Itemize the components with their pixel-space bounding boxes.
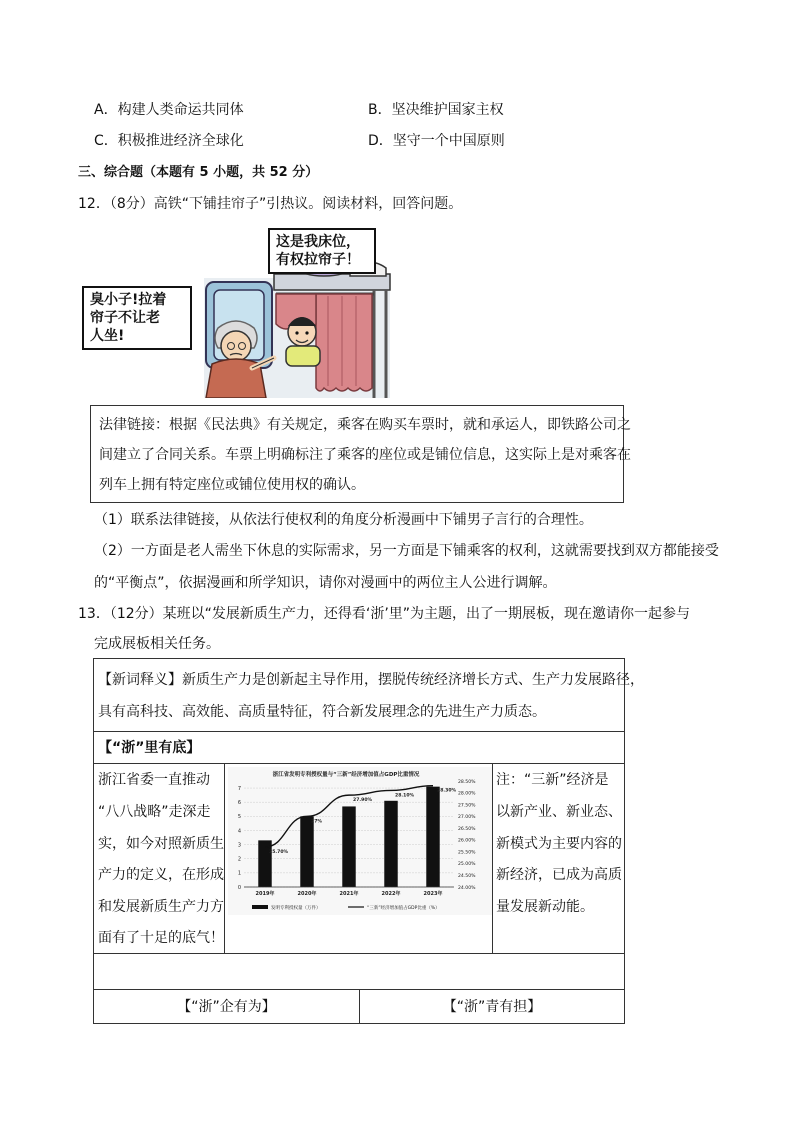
legend-bar-label: 发明专利授权量（万件） [271, 906, 321, 911]
q12-sub2-line2: 的“平衡点”，依据漫画和所学知识，请你对漫画中的两位主人公进行调解。 [94, 575, 557, 591]
right-tick-label: 24.50% [458, 874, 476, 880]
right-tick-label: 25.00% [458, 862, 476, 868]
q11-option-a: A．构建人类命运共同体 [94, 102, 244, 118]
right-tick-label: 26.50% [458, 826, 476, 832]
man-speech-line2: 有权拉帘子！ [276, 252, 360, 268]
right-text-line: 以新产业、新业态、 [496, 804, 622, 820]
left-tick-label: 0 [237, 884, 241, 891]
gdp-share-label: 28.10% [395, 793, 415, 799]
left-text-line: 面有了十足的底气！ [98, 930, 224, 946]
left-text-line: 和发展新质生产力方 [98, 899, 224, 915]
lady-speech-line3: 人坐! [90, 328, 125, 344]
legend-line-label: “三新”经济增加值占GDP比重（%） [367, 906, 440, 911]
man-speech-bubble [268, 228, 376, 274]
q11-option-d: D．坚守一个中国原则 [368, 133, 505, 149]
q13-stem-line1: 13．（12分）某班以“发展新质生产力，还得看‘浙’里”为主题，出了一期展板，现在邀请你一起参与 [78, 606, 691, 622]
left-text-line: 产力的定义，在形成 [98, 867, 224, 883]
right-text-line: 新经济，已成为高质 [496, 867, 622, 883]
right-tick-label: 26.00% [458, 838, 476, 844]
left-tick-label: 3 [237, 842, 241, 849]
q11-option-b: B．坚决维护国家主权 [368, 102, 504, 118]
right-text-line: 量发展新动能。 [496, 899, 594, 915]
gdp-share-label: 27.90% [353, 798, 373, 804]
gdp-share-label: 25.70% [269, 849, 289, 855]
law-link-line1: 法律链接：根据《民法典》有关规定，乘客在购买车票时，就和承运人，即铁路公司之 [99, 417, 631, 433]
law-link-line3: 列车上拥有特定座位或铺位使用权的确认。 [99, 477, 365, 493]
left-tick-label: 6 [237, 800, 241, 806]
q12-sub1: （1）联系法律链接，从依法行使权利的角度分析漫画中下铺男子言行的合理性。 [94, 512, 593, 528]
right-text-line: 新模式为主要内容的 [496, 836, 622, 852]
left-text-line: “八八战略”走深走 [98, 804, 211, 820]
definition-line2: 具有高科技、高效能、高质量特征，符合新发展理念的先进生产力质态。 [98, 704, 546, 720]
section-zhe-foundation: 【“浙”里有底】 [98, 740, 201, 756]
patent-gdp-chart [228, 767, 492, 915]
right-tick-label: 27.50% [458, 803, 476, 809]
left-tick-label: 1 [237, 870, 241, 877]
right-text-line: 注：“三新”经济是 [496, 772, 609, 788]
left-tick-label: 7 [237, 785, 241, 792]
x-tick-label: 2022年 [381, 891, 401, 897]
law-link-box [90, 405, 631, 503]
patent-bar [426, 787, 439, 887]
chart-title: 浙江省发明专利授权量与“三新”经济增加值占GDP比重情况 [272, 772, 420, 778]
patent-bar [342, 806, 355, 887]
zhe-enterprise-cell: 【“浙”企有为】 [94, 989, 360, 1024]
q12-stem: 12．（8分）高铁“下铺挂帘子”引热议。阅读材料，回答问题。 [78, 196, 463, 212]
x-tick-label: 2020年 [297, 891, 317, 897]
right-tick-label: 27.00% [458, 815, 476, 821]
right-tick-label: 25.50% [458, 850, 476, 856]
lady-speech-bubble [82, 286, 192, 350]
left-tick-label: 5 [237, 814, 241, 821]
gdp-share-label: 28.30% [437, 788, 457, 794]
x-tick-label: 2021年 [339, 891, 359, 897]
zhe-youth-cell: 【“浙”青有担】 [360, 989, 624, 1024]
left-text-line: 实，如今对照新质生 [98, 836, 224, 852]
q12-sub2-line1: （2）一方面是老人需坐下休息的实际需求，另一方面是下铺乘客的权利，这就需要找到双方都能接受 [94, 543, 719, 559]
patent-bar [384, 801, 397, 887]
man-speech-line1: 这是我床位， [276, 234, 360, 250]
left-text-line: 浙江省委一直推动 [98, 772, 210, 788]
left-tick-label: 4 [237, 828, 241, 835]
exhibit-board [93, 658, 644, 1024]
x-tick-label: 2019年 [255, 891, 275, 897]
right-tick-label: 28.50% [458, 779, 476, 785]
chart-svg [228, 767, 492, 915]
gdp-share-label: 27% [311, 819, 322, 825]
right-tick-label: 28.00% [458, 791, 476, 797]
right-tick-label: 24.00% [458, 885, 476, 891]
train-berth-cartoon [80, 228, 392, 398]
section-heading: 三、综合题（本题有 5 小题，共 52 分） [78, 165, 319, 180]
legend-bar-swatch [252, 905, 268, 909]
q11-option-c: C．积极推进经济全球化 [94, 133, 244, 149]
q13-stem-line2: 完成展板相关任务。 [94, 636, 220, 652]
definition-line1: 【新词释义】新质生产力是创新起主导作用，摆脱传统经济增长方式、生产力发展路径， [98, 672, 644, 688]
lady-speech-line2: 帘子不让老 [90, 310, 160, 326]
lady-speech-line1: 臭小子!拉着 [90, 292, 167, 308]
law-link-line2: 间建立了合同关系。车票上明确标注了乘客的座位或是铺位信息，这实际上是对乘客在 [99, 447, 631, 463]
x-tick-label: 2023年 [423, 891, 443, 897]
patent-bar [300, 816, 313, 887]
left-tick-label: 2 [237, 856, 241, 863]
